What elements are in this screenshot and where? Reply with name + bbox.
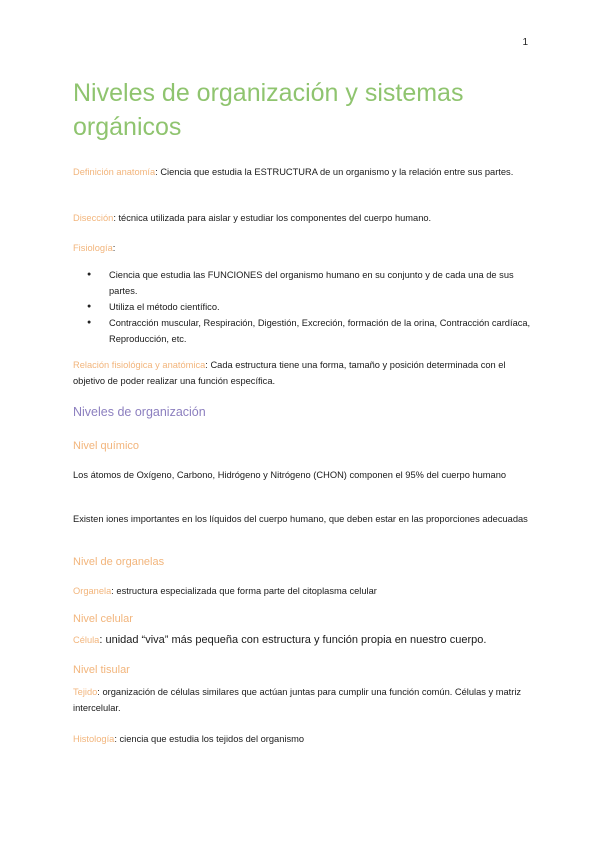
- celula-paragraph: [73, 632, 533, 648]
- definicion-term: Definición anatomía: [73, 167, 156, 177]
- fisiologia-term: Fisiología: [73, 243, 113, 253]
- niveles-heading: Niveles de organización: [73, 405, 206, 419]
- definicion-paragraph: [73, 164, 533, 180]
- fisiologia-text: :: [112, 243, 116, 253]
- organela-text: : estructura especializada que forma parte del citoplasma celular: [111, 586, 377, 596]
- celula-term: Célula: [73, 635, 100, 645]
- nivel-tisular-heading: Nivel tisular: [73, 664, 130, 676]
- definicion-text: : Ciencia que estudia la ESTRUCTURA de un organismo y la relación entre sus partes.: [155, 167, 514, 177]
- tejido-text: : organización de células similares que actúan juntas para cumplir una función común. Células y matriz intercelular.: [73, 687, 522, 713]
- relacion-text: : Cada estructura tiene una forma, tamaño y posición determinada con el objetivo de poder realizar una función específica.: [73, 360, 506, 386]
- nivel-organelas-heading: Nivel de organelas: [73, 556, 165, 568]
- diseccion-paragraph: [73, 210, 533, 226]
- page-number: 1: [522, 37, 528, 48]
- histologia-text: : ciencia que estudia los tejidos del organismo: [114, 734, 305, 744]
- relacion-term: Relación fisiológica y anatómica: [73, 360, 206, 370]
- organela-term: Organela: [73, 586, 112, 596]
- tejido-paragraph: [73, 684, 533, 716]
- fisiologia-bullet-list: [73, 267, 533, 347]
- tejido-term: Tejido: [73, 687, 98, 697]
- nivel-celular-heading: Nivel celular: [73, 613, 133, 625]
- nivel-quimico-p1: Los átomos de Oxígeno, Carbono, Hidrógeno y Nitrógeno (CHON) componen el 95% del cuerpo humano: [73, 470, 507, 480]
- nivel-quimico-p2: Existen iones importantes en los líquidos del cuerpo humano, que deben estar en las proporciones adecuadas: [73, 514, 528, 524]
- histologia-term: Histología: [73, 734, 115, 744]
- relacion-paragraph: [73, 357, 533, 389]
- fisiologia-paragraph: [73, 240, 533, 256]
- celula-text: : unidad “viva” más pequeña con estructura y función propia en nuestro cuerpo.: [99, 634, 487, 646]
- organela-paragraph: [73, 583, 533, 599]
- diseccion-term: Disección: [73, 213, 114, 223]
- histologia-paragraph: [73, 731, 533, 747]
- bullet-item: ● Utiliza el método científico.: [73, 299, 533, 315]
- document-title: Niveles de organización y sistemas orgánicos: [73, 79, 464, 141]
- diseccion-text: : técnica utilizada para aislar y estudiar los componentes del cuerpo humano.: [113, 213, 432, 223]
- nivel-quimico-heading: Nivel químico: [73, 440, 140, 452]
- bullet-item: ● Contracción muscular, Respiración, Digestión, Excreción, formación de la orina, Contracción cardíaca, Reproducción, etc.: [73, 315, 533, 347]
- bullet-item: ● Ciencia que estudia las FUNCIONES del organismo humano en su conjunto y de cada una de sus partes.: [73, 267, 533, 299]
